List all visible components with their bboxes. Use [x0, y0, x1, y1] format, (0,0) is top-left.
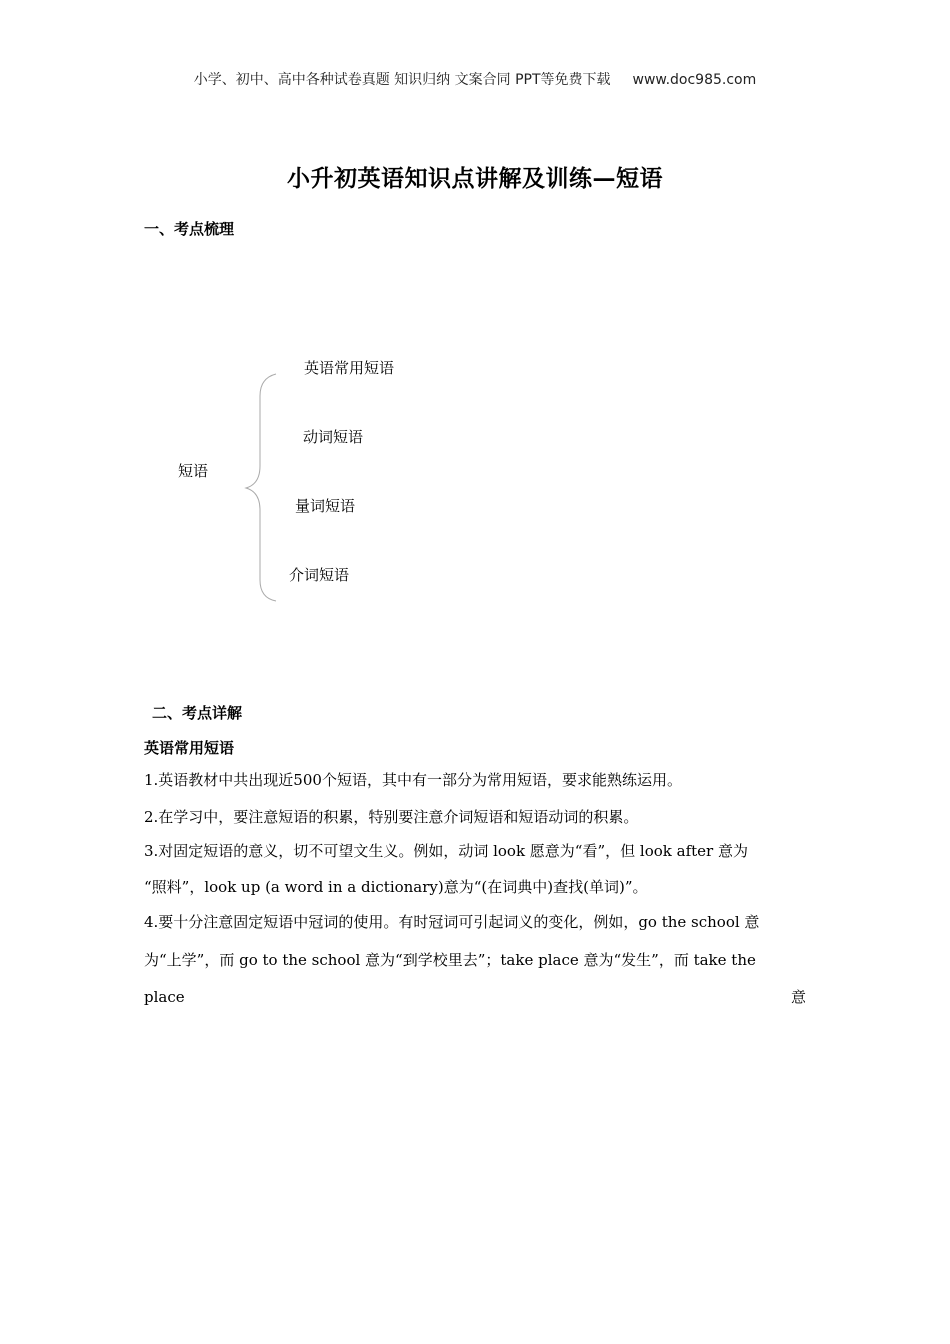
paragraph-4-line-3-left: place — [144, 988, 185, 1006]
subheading-common-phrases: 英语常用短语 — [144, 739, 235, 757]
paragraph-1: 1.英语教材中共出现近500个短语，其中有一部分为常用短语，要求能熟练运用。 — [144, 771, 682, 789]
document-title: 小升初英语知识点讲解及训练—短语 — [287, 165, 663, 192]
paragraph-4-line-3 — [144, 979, 806, 1016]
section-heading-outline: 一、考点梳理 — [144, 220, 235, 238]
paragraph-3-line-1: 3.对固定短语的意义，切不可望文生义。例如，动词 look 愿意为“看”，但 look after 意为 — [144, 842, 748, 860]
paragraph-4-line-3-right: 意 — [790, 988, 806, 1006]
diagram-root-label: 短语 — [178, 462, 209, 480]
diagram-branch-quantifier: 量词短语 — [295, 497, 356, 515]
diagram-branch-preposition: 介词短语 — [289, 566, 350, 584]
section-heading-details: 二、考点详解 — [152, 704, 243, 722]
diagram-branch-verb: 动词短语 — [303, 428, 364, 446]
header-banner-text: 小学、初中、高中各种试卷真题 知识归纳 文案合同 PPT等免费下载 — [193, 72, 611, 88]
header-site-link[interactable]: www.doc985.com — [632, 72, 757, 88]
brace-icon — [240, 370, 290, 605]
diagram-branch-common: 英语常用短语 — [304, 359, 395, 377]
paragraph-4-line-2: 为“上学”，而 go to the school 意为“到学校里去”；take place 意为“发生”，而 take the — [144, 951, 756, 969]
page-header — [0, 69, 950, 89]
paragraph-4-line-1: 4.要十分注意固定短语中冠词的使用。有时冠词可引起词义的变化，例如，go the school 意 — [144, 913, 760, 931]
paragraph-2: 2.在学习中，要注意短语的积累，特别要注意介词短语和短语动词的积累。 — [144, 808, 639, 826]
paragraph-3-line-2: “照料”，look up (a word in a dictionary)意为“(在词典中)查找(单词)”。 — [144, 878, 648, 896]
